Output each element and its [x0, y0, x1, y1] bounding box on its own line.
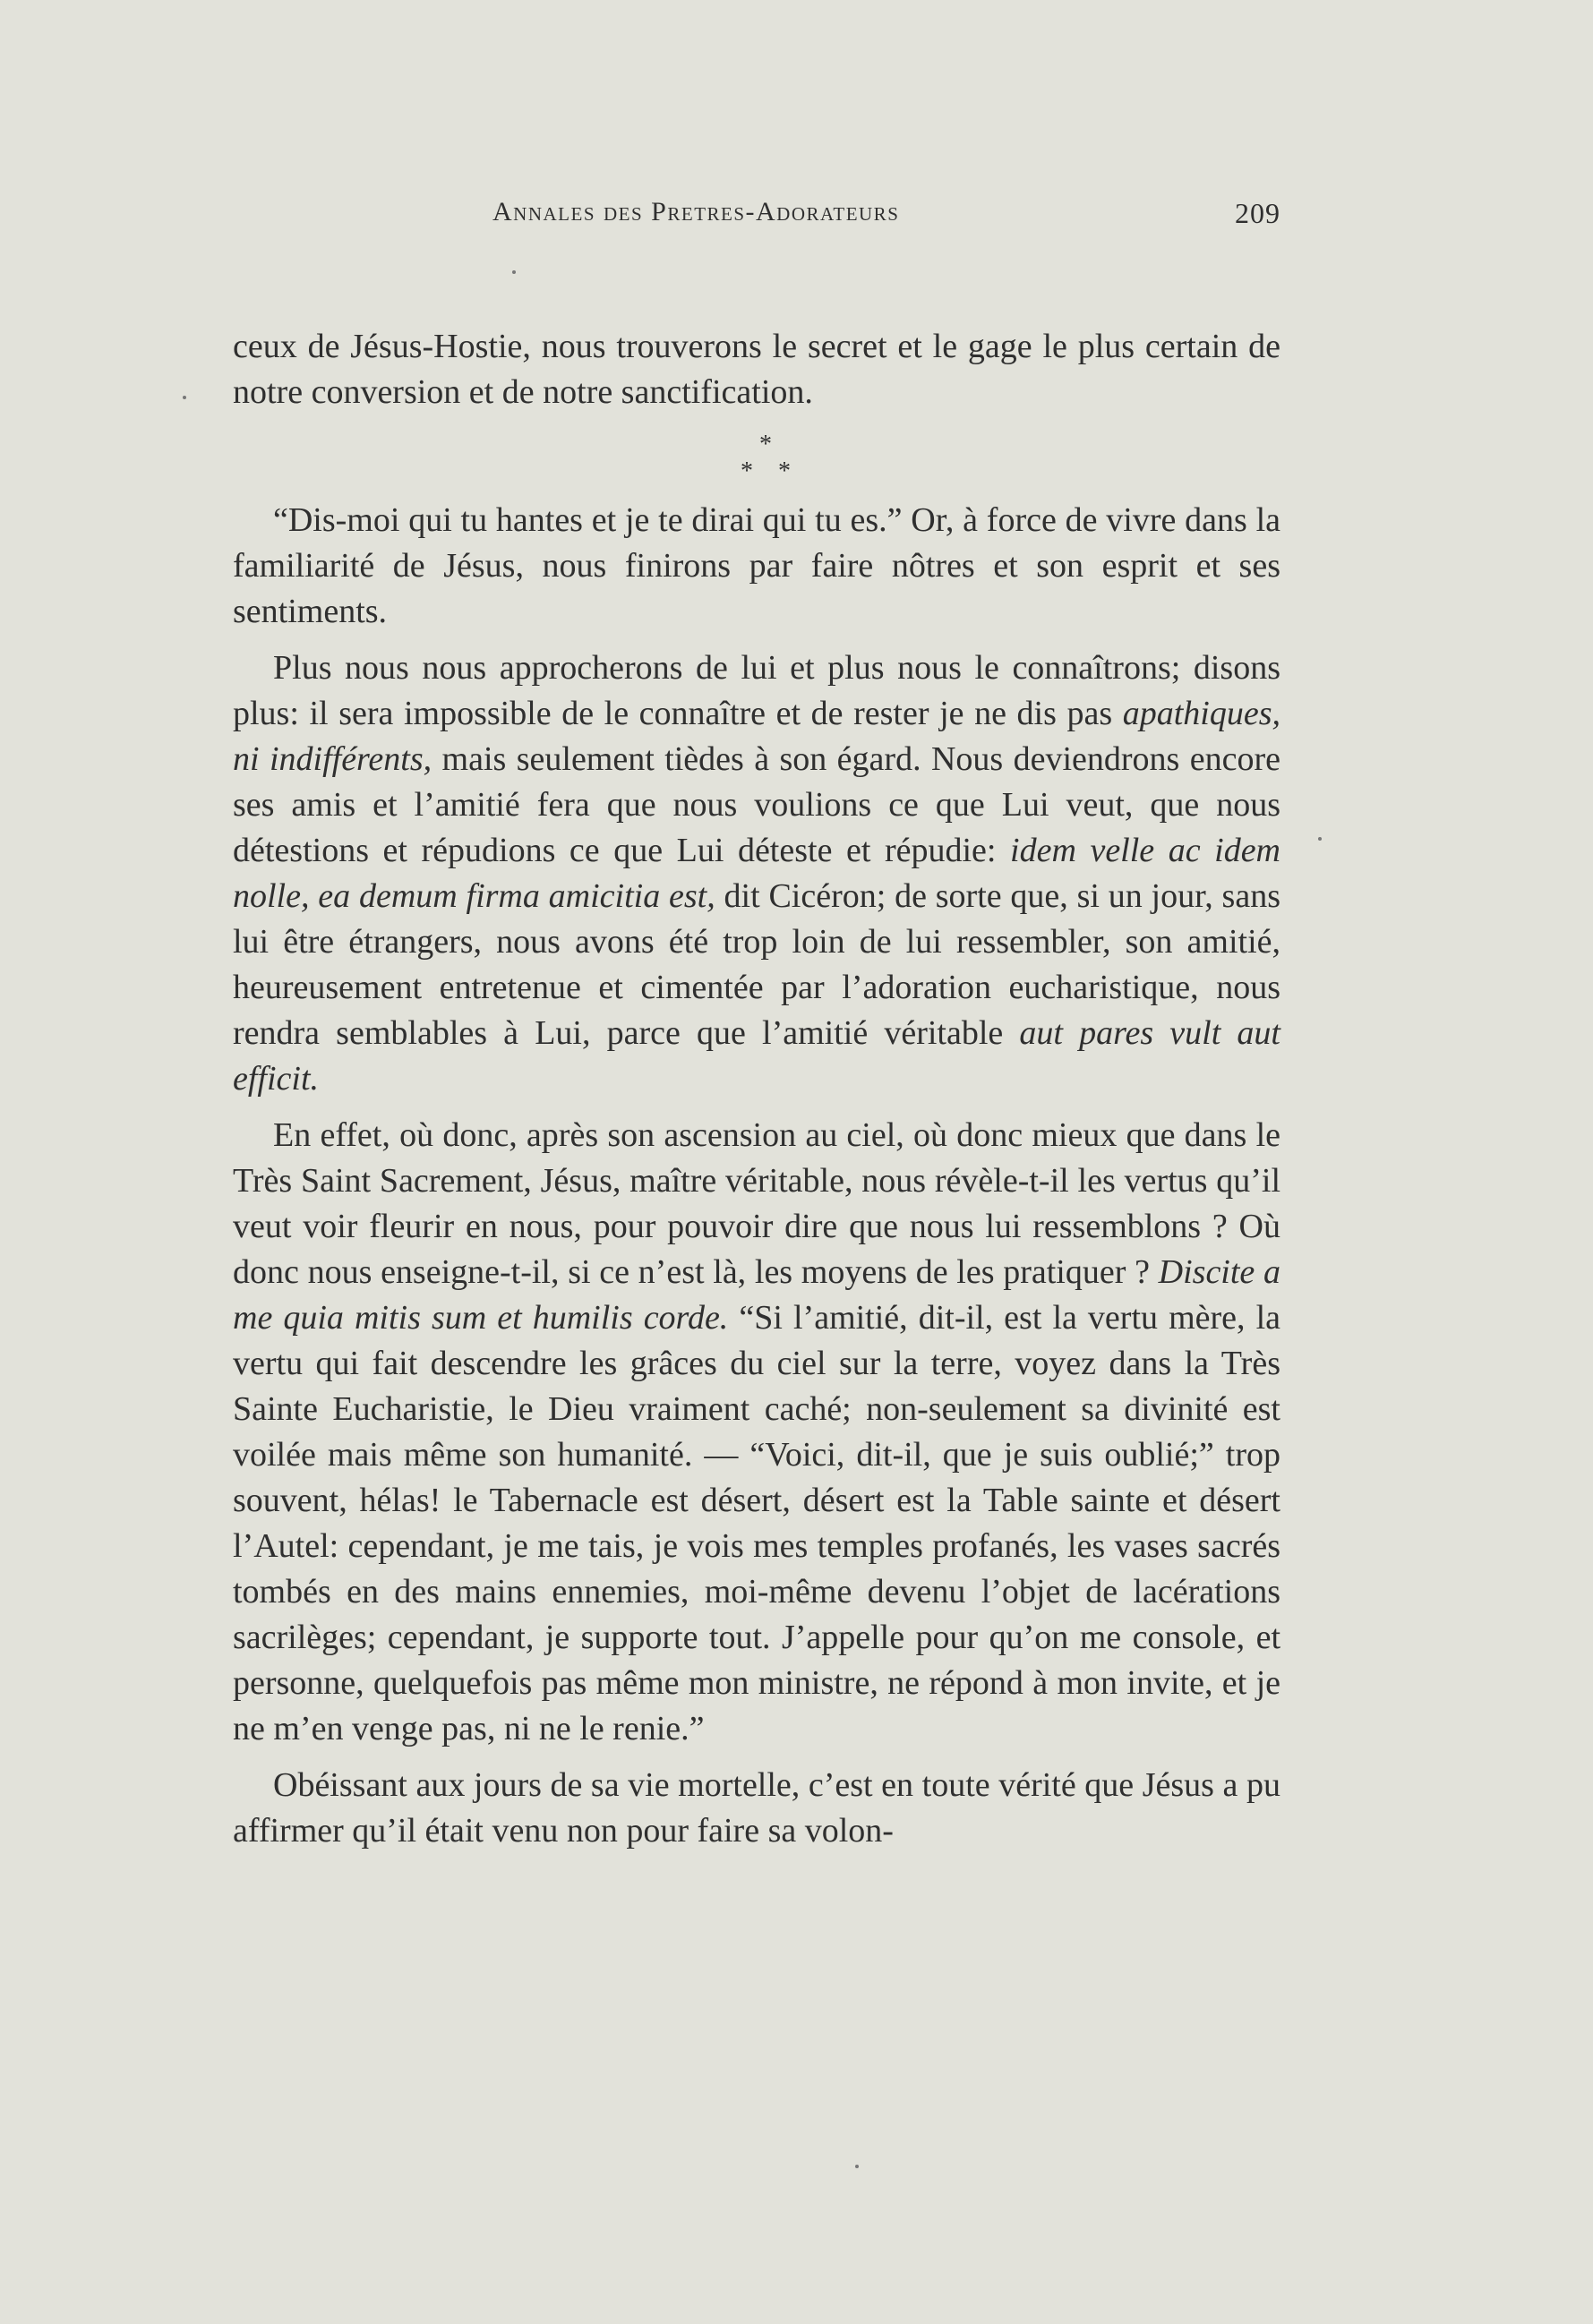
asterism-star: * [778, 457, 791, 485]
paper-speck [512, 270, 516, 274]
text-block [233, 324, 1280, 1854]
p3-italic-3: aut pares vult aut efficit. [233, 1014, 1280, 1098]
paragraph-5: Obéissant aux jours de sa vie mortelle, c’est en toute vérité que Jésus a pu affirmer qu’il était venu non pour faire sa volon- [233, 1766, 1280, 1850]
p3-italic-1: apathiques, ni indifférents, [233, 695, 1280, 778]
paragraph-3 [233, 645, 1280, 1102]
p3-italic-2: idem velle ac idem nolle, ea demum firma amicitia est, [233, 832, 1280, 915]
p3-text-c: dit Cicéron; de sorte que, si un jour, sans lui être étrangers, nous avons été trop loin de lui ressembler, son amitié, heureusement entretenue et cimentée par l’adoration eucharistique, nous rendra semblables à Lui, parce que l’amitié véritable [233, 877, 1280, 1052]
asterism-star: * [759, 431, 772, 458]
asterism-star: * [741, 457, 753, 485]
p4-italic-1: Discite a me quia mitis sum et humilis corde. [233, 1253, 1280, 1337]
paragraph-1: ceux de Jésus-Hostie, nous trouverons le secret et le gage le plus certain de notre conversion et de notre sanctification. [233, 328, 1280, 411]
p4-text-a: En effet, où donc, après son ascension au ciel, où donc mieux que dans le Très Saint Sacrement, Jésus, maître véritable, nous révèle-t-il les vertus qu’il veut voir fleurir en nous, pour pouvoir dire que nous lui ressemblons ? Où donc nous enseigne-t-il, si ce n’est là, les moyens de les pratiquer ? [233, 1116, 1280, 1291]
page-number: 209 [1235, 197, 1280, 229]
paper-speck [855, 2165, 859, 2168]
paragraph-2: “Dis-moi qui tu hantes et je te dirai qui tu es.” Or, à force de vivre dans la familiarité de Jésus, nous finirons par faire nôtres et son esprit et ses sentiments. [233, 501, 1280, 630]
paper-speck [183, 396, 186, 399]
asterism-separator [251, 415, 1280, 498]
running-title: Annales des Pretres-Adorateurs [492, 197, 900, 226]
p3-text-a: Plus nous nous approcherons de lui et plus nous le connaîtrons; disons plus: il sera impossible de le connaître et de rester je ne dis pas [233, 649, 1280, 732]
paragraph-4 [233, 1113, 1280, 1752]
p3-text-b: mais seulement tièdes à son égard. Nous deviendrons encore ses amis et l’amitié fera que nous voulions ce que Lui veut, que nous détestions et répudions ce que Lui déteste et répudie: [233, 740, 1280, 869]
running-header [233, 197, 1280, 233]
paper-speck [1318, 837, 1322, 841]
p4-text-b: “Si l’amitié, dit-il, est la vertu mère, la vertu qui fait descendre les grâces du ciel sur la terre, voyez dans la Très Sainte Eucharistie, le Dieu vraiment caché; non-seulement sa divinité est voilée mais même son humanité. — “Voici, dit-il, que je suis oublié;” trop souvent, hélas! le Tabernacle est désert, désert est la Table sainte et désert l’Autel: cependant, je me tais, je vois mes temples profanés, les vases sacrés tombés en des mains ennemies, moi-même devenu l’objet de lacérations sacrilèges; cependant, je supporte tout. J’appelle pour qu’on me console, et personne, quelquefois pas même mon ministre, ne répond à mon invite, et je ne m’en venge pas, ni ne le renie.” [233, 1299, 1281, 1747]
